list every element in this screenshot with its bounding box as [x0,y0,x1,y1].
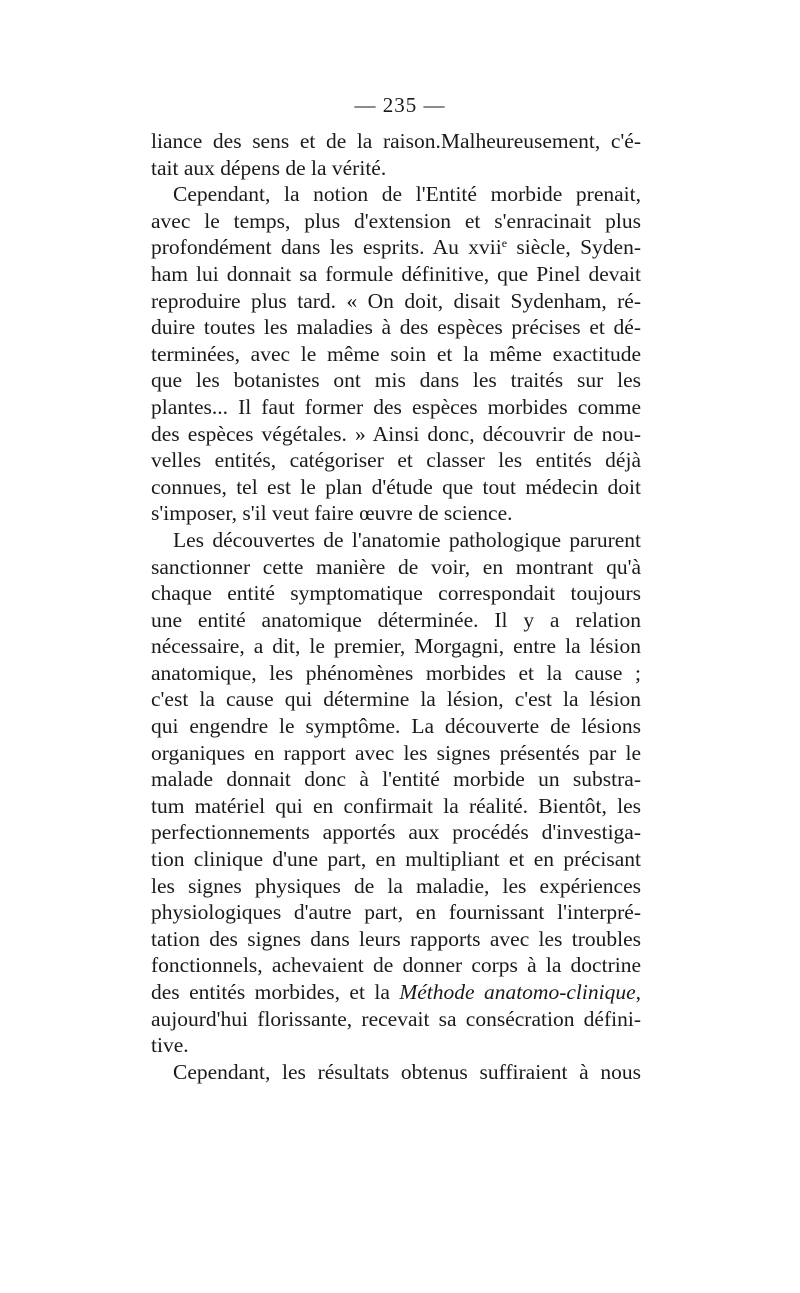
text-line [151,633,641,660]
text-line-tail: siècle, Syden- [507,235,641,260]
text-line-content: nécessaire, a dit, le premier, Morgagni, entre la lésion [151,634,641,659]
text-line-content: malade donnait donc à l'entité morbide un substra- [151,767,641,792]
text-line [151,474,641,501]
text-line [151,314,641,341]
text-line [151,580,641,607]
text-line [151,740,641,767]
text-line [151,686,641,713]
text-line-content: tation des signes dans leurs rapports avec les troubles [151,926,641,951]
text-line [151,447,641,474]
text-line [151,181,641,208]
text-line-content: Cependant, la notion de l'Entité morbide prenait, [173,182,641,207]
text-line [151,1059,641,1086]
italic-text: Méthode anatomo-clinique [399,980,636,1004]
text-line-content: terminées, avec le même soin et la même exactitude [151,341,641,366]
text-line [151,607,641,634]
text-line [151,234,641,261]
text-line [151,500,641,527]
text-line [151,394,641,421]
text-line-content: perfectionnements apportés aux procédés d'investiga- [151,820,641,845]
text-line-content: tion clinique d'une part, en multipliant et en précisant [151,847,641,872]
text-line-content: avec le temps, plus d'extension et s'enracinait plus [151,208,641,233]
text-line [151,527,641,554]
text-line-content: que les botanistes ont mis dans les traités sur les [151,368,641,393]
body-text [151,128,641,1085]
text-line-content: s'imposer, s'il veut faire œuvre de science. [151,501,513,526]
text-line-content: tive. [151,1033,189,1058]
text-line [151,766,641,793]
text-line [151,367,641,394]
text-line [151,1006,641,1033]
text-line-content: reproduire plus tard. « On doit, disait Sydenham, ré- [151,288,641,313]
text-line [151,873,641,900]
text-line [151,1032,641,1059]
text-line-content: une entité anatomique déterminée. Il y a relation [151,607,641,632]
text-line [151,261,641,288]
text-line-content: profondément dans les esprits. Au xvii [151,235,502,260]
text-line-content: velles entités, catégoriser et classer les entités déjà [151,448,641,473]
text-line-content: aujourd'hui florissante, recevait sa consécration défini- [151,1006,641,1031]
text-line [151,846,641,873]
text-line-content: fonctionnels, achevaient de donner corps à la doctrine [151,953,641,978]
text-line [151,554,641,581]
text-line [151,819,641,846]
text-line [151,288,641,315]
text-line-content: anatomique, les phénomènes morbides et la cause ; [151,660,641,685]
text-line [151,155,641,182]
text-line [151,952,641,979]
text-line-content: Les découvertes de l'anatomie pathologique parurent [173,527,641,552]
text-line [151,899,641,926]
text-line-content: organiques en rapport avec les signes présentés par le [151,740,641,765]
text-line [151,926,641,953]
text-line-content: liance des sens et de la raison.Malheureusement, c'é- [151,129,641,153]
text-line-content: duire toutes les maladies à des espèces précises et dé- [151,315,641,340]
text-line-content: plantes... Il faut former des espèces morbides comme [151,394,641,419]
text-line [151,793,641,820]
text-line-content: sanctionner cette manière de voir, en montrant qu'à [151,554,641,579]
text-line-content: les signes physiques de la maladie, les expériences [151,873,641,898]
text-line-content: tait aux dépens de la vérité. [151,155,387,180]
text-line-tail: , [635,980,641,1004]
text-line [151,660,641,687]
text-line-content: physiologiques d'autre part, en fournissant l'interpré- [151,900,641,925]
text-line-content: Cependant, les résultats obtenus suffiraient à nous [173,1059,641,1084]
page-number: — 235 — [354,93,446,117]
text-line [151,421,641,448]
text-line [151,208,641,235]
text-line-content: tum matériel qui en confirmait la réalité. Bientôt, les [151,793,641,818]
text-line [151,713,641,740]
text-line-content: ham lui donnait sa formule définitive, que Pinel devait [151,261,641,286]
text-line-content: qui engendre le symptôme. La découverte de lésions [151,714,641,739]
text-line-content: connues, tel est le plan d'étude que tout médecin doit [151,474,641,499]
text-line-content: chaque entité symptomatique correspondait toujours [151,581,641,606]
text-line-content: des entités morbides, et la [151,980,400,1004]
text-line-content: des espèces végétales. » Ainsi donc, découvrir de nou- [151,421,641,446]
text-line [151,341,641,368]
text-line [151,128,641,155]
text-line [151,979,641,1006]
text-line-content: c'est la cause qui détermine la lésion, c'est la lésion [151,687,641,712]
superscript: e [501,236,508,251]
